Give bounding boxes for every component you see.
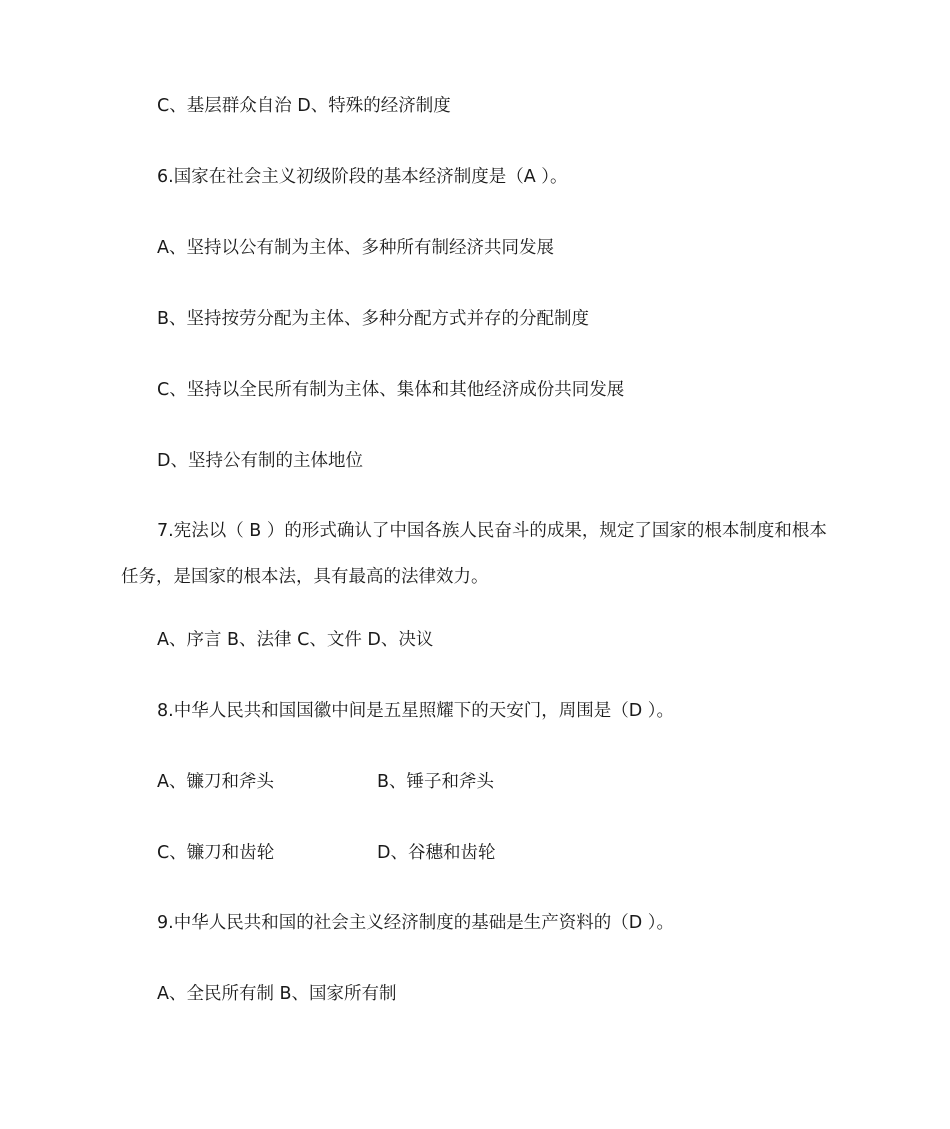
q8-option-a: A、镰刀和斧头 — [157, 772, 274, 792]
question-7: 7.宪法以（ B ）的形式确认了中国各族人民奋斗的成果，规定了国家的根本制度和根本任务，是国家的根本法，具有最高的法律效力。 — [121, 521, 827, 587]
question-8: 8.中华人民共和国国徽中间是五星照耀下的天安门，周围是（D ）。 — [157, 701, 674, 721]
q6-option-d: D、坚持公有制的主体地位 — [157, 451, 363, 471]
q9-options: A、全民所有制 B、国家所有制 — [157, 984, 397, 1004]
q8-option-d: D、谷穗和齿轮 — [377, 843, 496, 863]
q8-option-c: C、镰刀和齿轮 — [157, 843, 275, 863]
q6-option-b: B、坚持按劳分配为主体、多种分配方式并存的分配制度 — [157, 309, 590, 329]
q7-options: A、序言 B、法律 C、文件 D、决议 — [157, 630, 434, 650]
q5-options-cd: C、基层群众自治 D、特殊的经济制度 — [157, 96, 451, 116]
q8-option-b: B、锤子和斧头 — [377, 772, 495, 792]
q6-option-a: A、坚持以公有制为主体、多种所有制经济共同发展 — [157, 238, 554, 258]
question-9: 9.中华人民共和国的社会主义经济制度的基础是生产资料的（D ）。 — [157, 913, 674, 933]
q6-option-c: C、坚持以全民所有制为主体、集体和其他经济成份共同发展 — [157, 380, 625, 400]
question-6: 6.国家在社会主义初级阶段的基本经济制度是（A ）。 — [157, 167, 568, 187]
